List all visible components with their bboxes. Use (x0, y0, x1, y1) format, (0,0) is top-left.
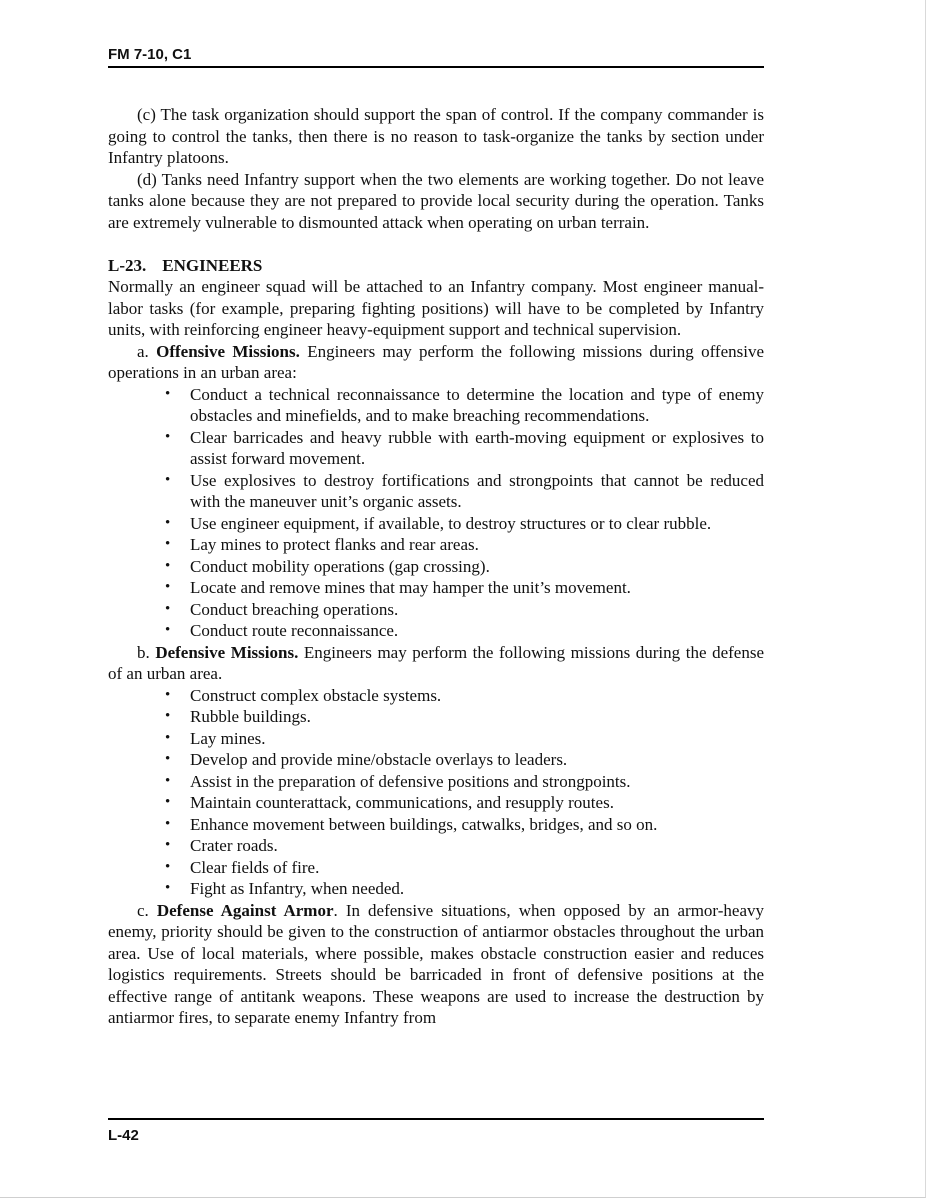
subpara-heading: Defensive Missions. (155, 642, 299, 662)
list-item (165, 835, 764, 857)
list-item (165, 384, 764, 427)
bullet-icon: • (165, 557, 171, 574)
list-item (165, 685, 764, 707)
list-item (165, 771, 764, 793)
bullet-icon: • (165, 579, 171, 595)
list-item (165, 556, 764, 578)
bullet-icon: • (165, 794, 171, 810)
bullet-icon: • (165, 751, 171, 767)
subpara-heading: Defense Against Armor (156, 900, 334, 920)
subparagraph-a (108, 341, 764, 384)
subpara-text: In defensive situations, when opposed by an armor-heavy enemy, priority should be given to the construction of antiarmor obstacles throughout the urban area. Use of local materials, where possible, makes obstacle construction easier and reduces logistics requirements. Streets should be barricaded in front of defensive positions at the effective range of antitank weapons. These weapons are used to increase the destruction by antiarmor fires, to separate enemy Infantry from (108, 900, 765, 1027)
bullet-icon: • (165, 772, 171, 789)
subpara-heading: Offensive Missions. (156, 341, 300, 361)
list-item-text: Locate and remove mines that may hamper the unit’s movement. (190, 578, 631, 597)
list-item (165, 513, 764, 535)
section-heading (108, 255, 764, 277)
page-body (108, 104, 764, 1029)
section-number: L-23. (108, 255, 147, 275)
list-item-text: Clear fields of fire. (190, 857, 320, 877)
list-item (165, 577, 764, 599)
list-item (165, 792, 764, 814)
list-item-text: Develop and provide mine/obstacle overlays to leaders. (190, 750, 568, 769)
subparagraph-b (108, 642, 764, 685)
paragraph-c-tanks (108, 104, 764, 169)
bullet-icon: • (165, 514, 171, 531)
bullet-icon: • (165, 880, 171, 896)
list-item (165, 857, 764, 879)
bullet-icon: • (165, 536, 171, 552)
paragraph-text: (c) The task organization should support the span of control. If the company commander is going to control the tanks, then there is no reason to task-organize the tanks by section under Infantry platoons. (108, 105, 764, 167)
offensive-missions-list (108, 384, 764, 642)
bullet-icon: • (165, 428, 171, 445)
bullet-icon: • (165, 600, 171, 617)
bullet-icon: • (165, 815, 171, 832)
list-item-text: Rubble buildings. (190, 707, 311, 726)
subpara-label: b. (137, 642, 150, 662)
list-item (165, 814, 764, 836)
header-title: FM 7-10, C1 (108, 46, 192, 63)
page-footer (108, 1118, 764, 1144)
list-item-text: Conduct breaching operations. (190, 599, 399, 619)
paragraph-d-tanks (108, 169, 764, 234)
bullet-icon: • (165, 471, 171, 488)
list-item-text: Use explosives to destroy fortifications and strongpoints that cannot be reduced with the maneuver unit’s organic assets. (190, 470, 764, 511)
list-item (165, 706, 764, 728)
list-item-text: Assist in the preparation of defensive positions and strongpoints. (190, 771, 631, 791)
list-item-text: Conduct a technical reconnaissance to determine the location and type of enemy obstacles and minefields, and to make breaching recommendations. (190, 384, 764, 425)
subparagraph-c (108, 900, 764, 1029)
section-intro (108, 276, 764, 341)
paragraph-text: (d) Tanks need Infantry support when the two elements are working together. Do not leave tanks alone because they are not prepared to provide local security during the operation. Tanks are extremely vulnerable to dismounted attack when operating on urban terrain. (108, 169, 764, 232)
list-item-text: Clear barricades and heavy rubble with earth-moving equipment or explosives to assist forward movement. (190, 427, 764, 468)
page-header (108, 46, 764, 68)
bullet-icon: • (165, 837, 171, 853)
list-item (165, 878, 764, 900)
defensive-missions-list (108, 685, 764, 900)
list-item (165, 728, 764, 750)
list-item (165, 534, 764, 556)
bullet-icon: • (165, 858, 171, 875)
list-item-text: Conduct route reconnaissance. (190, 621, 399, 640)
subpara-label: c. (137, 900, 149, 920)
paragraph-text: Normally an engineer squad will be attached to an Infantry company. Most engineer manual-labor tasks (for example, preparing fighting positions) will have to be completed by Infantry units, with reinforcing engineer heavy-equipment support and technical supervision. (108, 277, 764, 339)
list-item-text: Use engineer equipment, if available, to destroy structures or to clear rubble. (190, 513, 712, 533)
subpara-label: a. (137, 341, 149, 361)
page-number: L-42 (108, 1127, 139, 1144)
list-item-text: Construct complex obstacle systems. (190, 685, 442, 705)
list-item-text: Lay mines to protect flanks and rear areas. (190, 535, 479, 554)
bullet-icon: • (165, 622, 171, 638)
bullet-icon: • (165, 385, 171, 402)
list-item (165, 749, 764, 771)
subpara-text: Engineers may perform the following missions during offensive operations in an urban area: (108, 341, 765, 382)
subpara-text: Engineers may perform the following missions during the defense of an urban area. (108, 642, 764, 683)
list-item-text: Crater roads. (190, 836, 278, 855)
list-item-text: Lay mines. (190, 728, 266, 748)
list-item-text: Fight as Infantry, when needed. (190, 879, 405, 898)
list-item-text: Conduct mobility operations (gap crossing). (190, 556, 490, 576)
bullet-icon: • (165, 686, 171, 703)
list-item (165, 470, 764, 513)
list-item (165, 620, 764, 642)
section-title: ENGINEERS (162, 255, 263, 275)
list-item (165, 599, 764, 621)
list-item-text: Enhance movement between buildings, catwalks, bridges, and so on. (190, 814, 658, 834)
list-item-text: Maintain counterattack, communications, and resupply routes. (190, 793, 614, 812)
bullet-icon: • (165, 729, 171, 746)
bullet-icon: • (165, 708, 171, 724)
list-item (165, 427, 764, 470)
subpara-heading-period: . (333, 900, 338, 920)
